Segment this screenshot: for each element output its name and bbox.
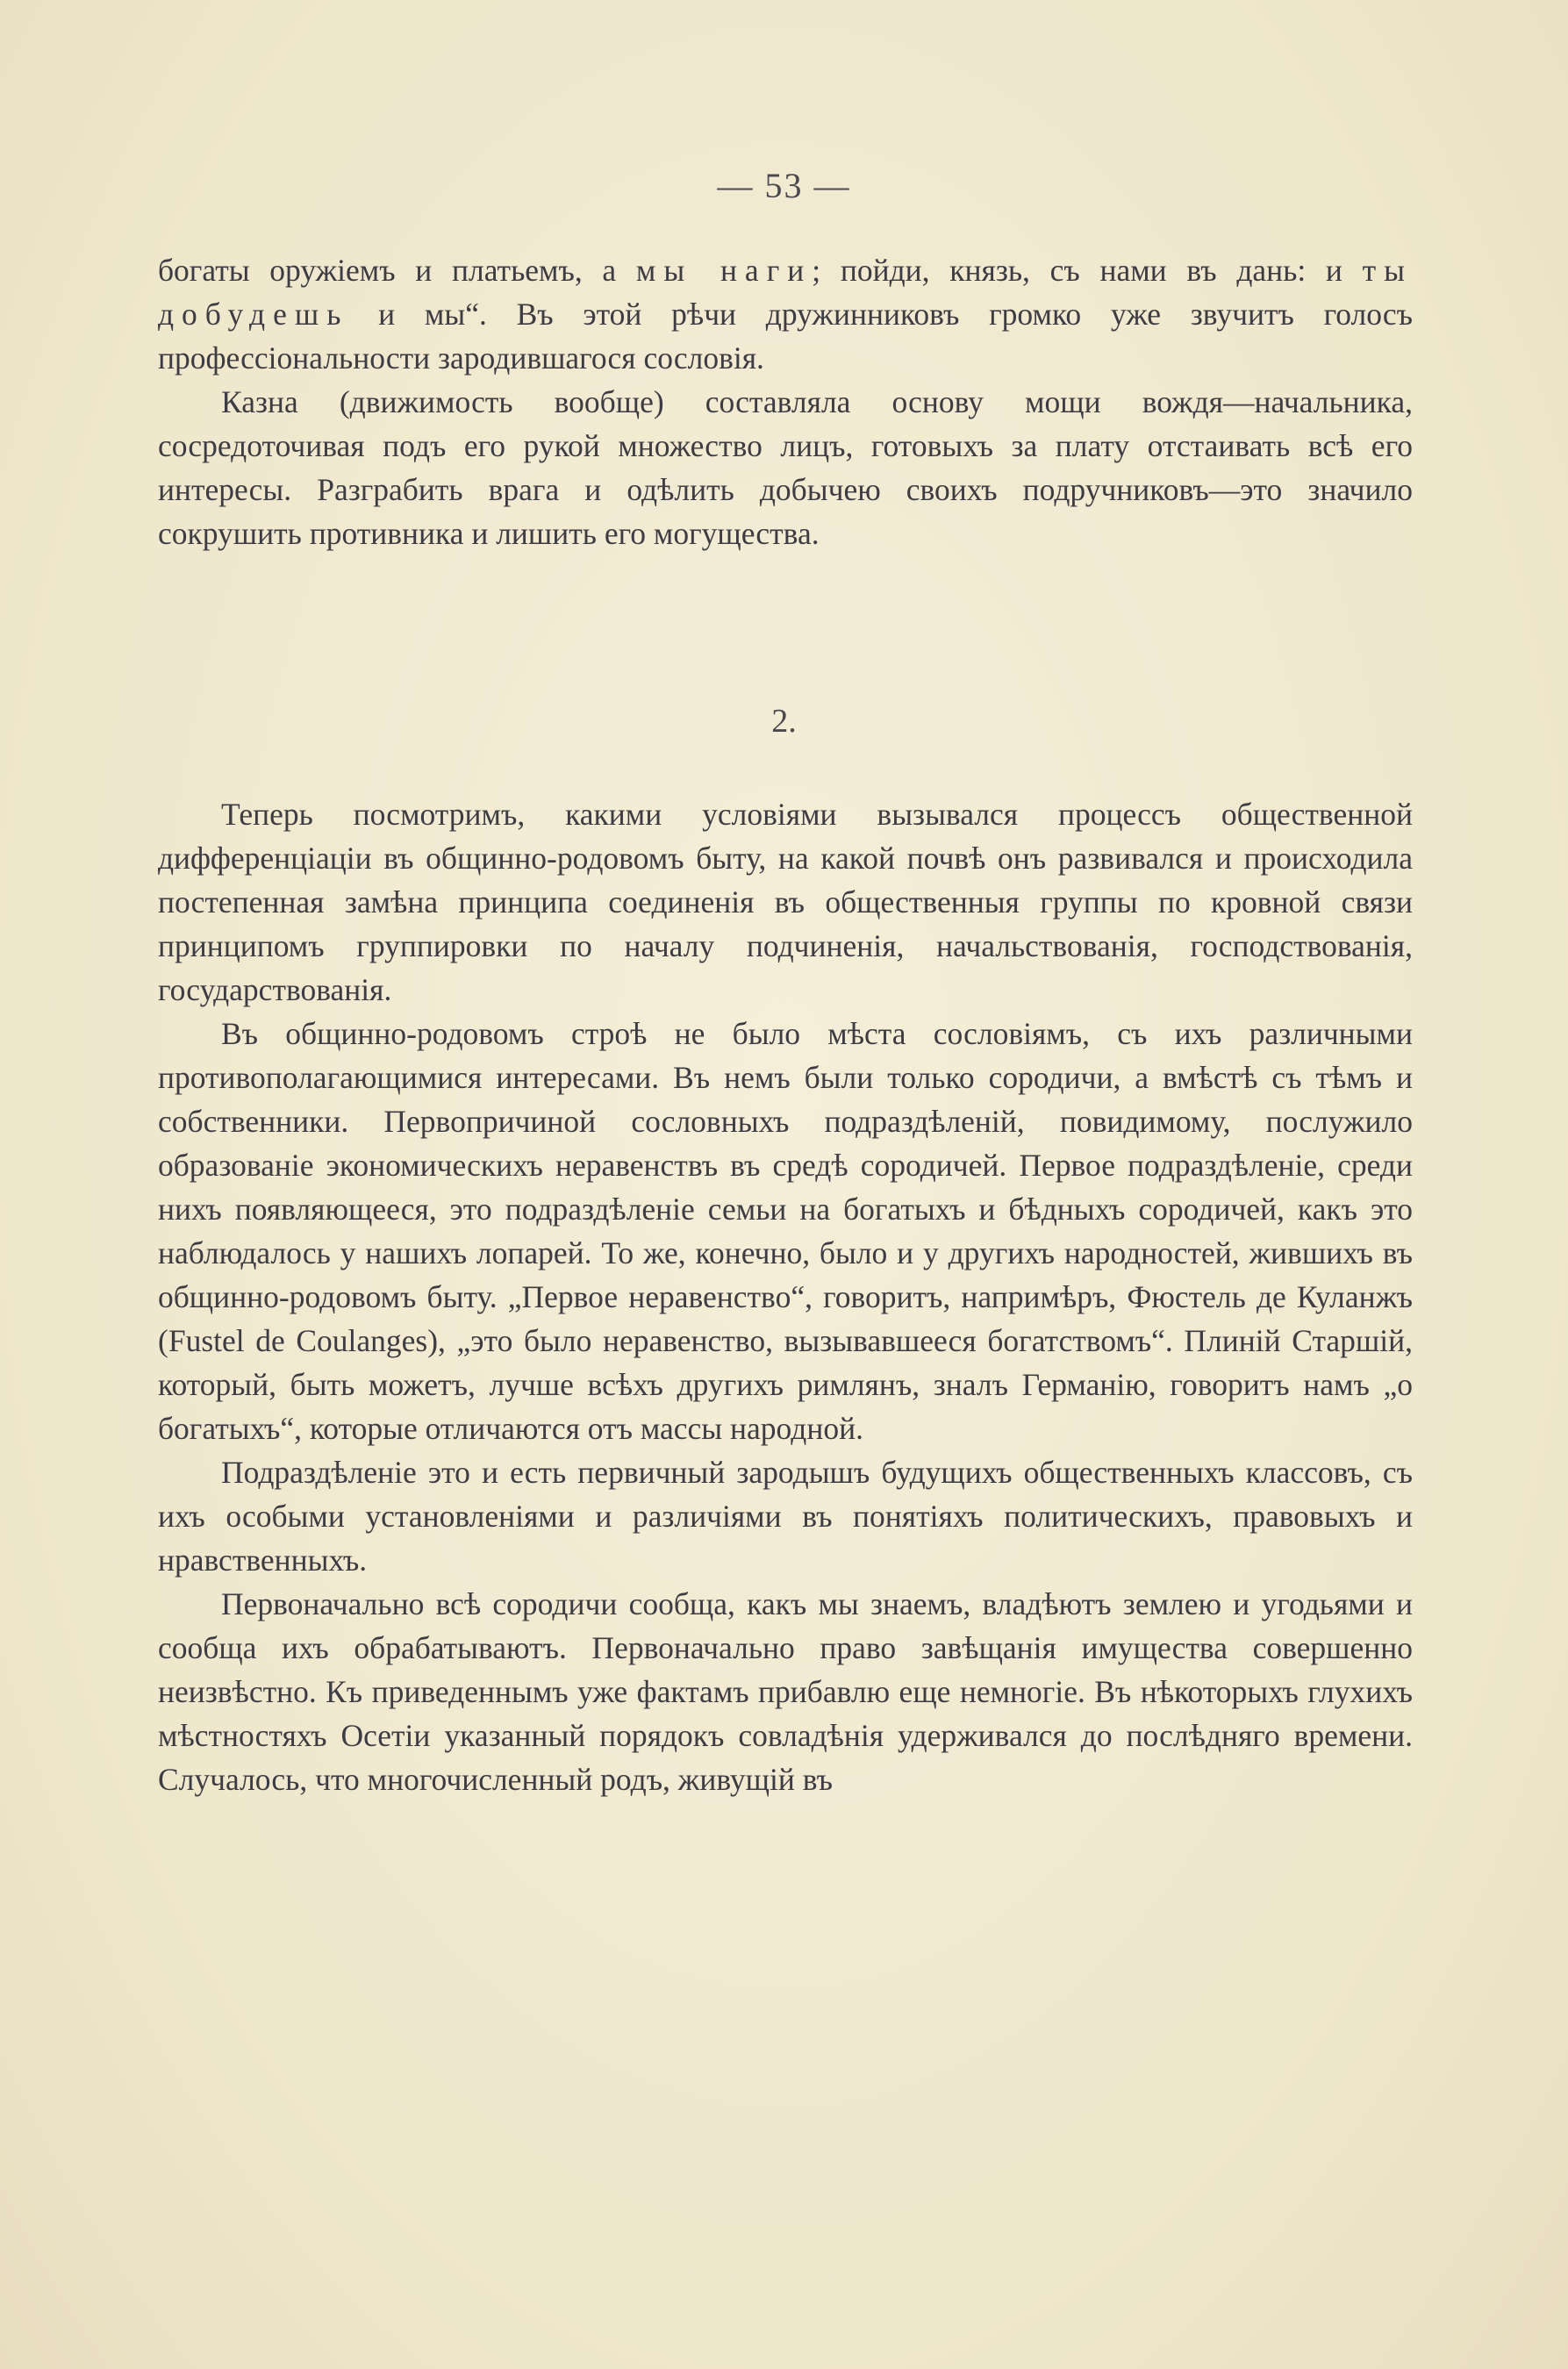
spaced-text-run: ты добудешь xyxy=(158,253,1414,332)
spaced-text-run: мы наги xyxy=(635,253,813,288)
paragraph: Теперь посмотримъ, какими условіями вызывался процессъ общественной дифференціаціи въ общинно-родовомъ быту, на какой почвѣ онъ развивался и происходила постепенная замѣна принципа соединенія въ общественныя группы по кровной связи принципомъ группировки по началу подчиненія, начальствованія, господствованія, государствованія. xyxy=(158,797,1413,1007)
text-run: богаты оружіемъ и платьемъ, а xyxy=(158,253,636,288)
paragraph: Первоначально всѣ сородичи сообща, какъ мы знаемъ, владѣютъ землею и угодьями и сообща ихъ обрабатываютъ. Первоначально право завѣщанія имущества совершенно неизвѣстно. Къ приведеннымъ уже фактамъ прибавлю еще немногіе. Въ нѣкоторыхъ глухихъ мѣстностяхъ Осетіи указанный порядокъ совладѣнія удерживался до послѣдняго времени. Случалось, что многочисленный родъ, живущій въ xyxy=(158,1586,1413,1797)
paragraph: Казна (движимость вообще) составляла основу мощи вождя—начальника, сосредоточивая подъ его рукой множество лицъ, готовыхъ за плату отстаивать всѣ его интересы. Разграбить врага и одѣлить добычею своихъ подручниковъ—это значило сокрушить противника и лишить его могущества. xyxy=(158,384,1413,551)
top-text-block xyxy=(158,248,1413,555)
text-run: ; пойди, князь, съ нами въ дань: и xyxy=(812,253,1363,288)
paragraph: Подраздѣленіе это и есть первичный зародышъ будущихъ общественныхъ классовъ, съ ихъ особыми установленіями и различіями въ понятіяхъ политическихъ, правовыхъ и нравственныхъ. xyxy=(158,1455,1413,1578)
section-heading: 2. xyxy=(771,703,797,740)
paragraph: Въ общинно-родовомъ строѣ не было мѣста сословіямъ, съ ихъ различными противополагающимися интересами. Въ немъ были только сородичи, а вмѣстѣ съ тѣмъ и собственники. Первопричиной сословныхъ подраздѣленій, повидимому, послужило образованіе экономическихъ неравенствъ въ средѣ сородичей. Первое подраздѣленіе, среди нихъ появляющееся, это подраздѣленіе семьи на богатыхъ и бѣдныхъ сородичей, какъ это наблюдалось у нашихъ лопарей. То же, конечно, было и у другихъ народностей, жившихъ въ общинно-родовомъ быту. „Первое неравенство“, говоритъ, напримѣръ, Фюстель де Куланжъ (Fustel de Coulanges), „это было неравенство, вызывавшееся богатствомъ“. Плиній Старшій, который, быть можетъ, лучше всѣхъ другихъ римлянъ, зналъ Германію, говоритъ намъ „о богатыхъ“, которые отличаются отъ массы народной. xyxy=(158,1016,1413,1446)
paragraph-continuation xyxy=(158,248,1413,380)
text-run: и мы“. Въ этой рѣчи дружинниковъ громко уже звучитъ голосъ профессіональности зародившагося сословія. xyxy=(158,297,1413,376)
main-text-block xyxy=(158,792,1413,1801)
page-number: — 53 — xyxy=(717,166,851,205)
